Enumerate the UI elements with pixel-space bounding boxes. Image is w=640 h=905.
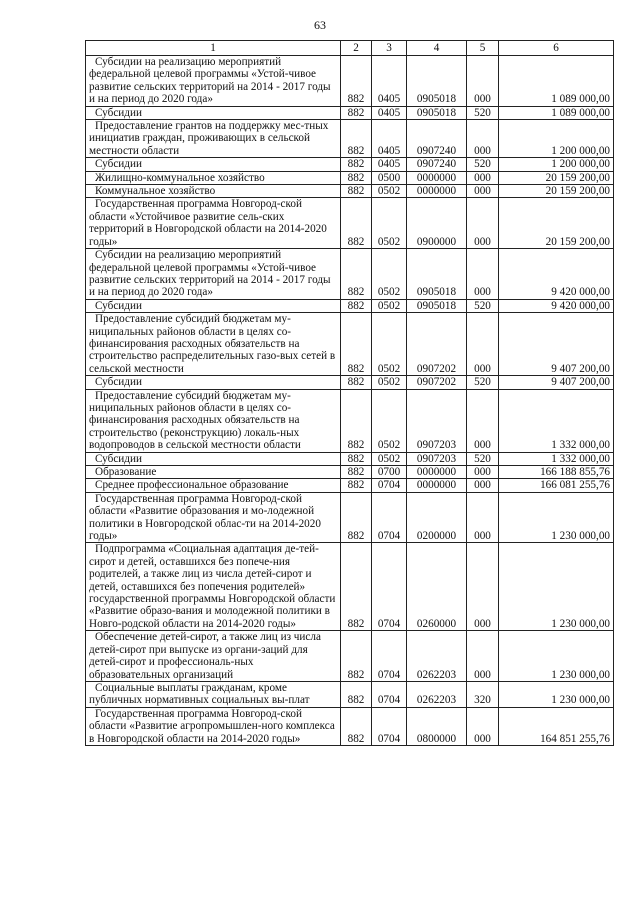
table-row xyxy=(86,299,614,312)
row-ministry-code: 882 xyxy=(341,631,372,682)
row-target-code: 0262203 xyxy=(407,681,467,707)
row-amount: 1 332 000,00 xyxy=(499,389,614,452)
row-target-code: 0907202 xyxy=(407,376,467,389)
table-row xyxy=(86,158,614,171)
row-section-code: 0405 xyxy=(372,56,407,107)
row-name: Государственная программа Новгород-ской области «Развитие агропромышлен-ного комплекса в Новгородской области на 2014-2020 годы» xyxy=(86,707,341,745)
row-amount: 20 159 200,00 xyxy=(499,171,614,184)
row-expense-type: 000 xyxy=(467,543,499,631)
row-expense-type: 000 xyxy=(467,313,499,376)
row-expense-type: 000 xyxy=(467,171,499,184)
row-expense-type: 000 xyxy=(467,249,499,300)
row-section-code: 0704 xyxy=(372,631,407,682)
row-name: Субсидии на реализацию мероприятий федеральной целевой программы «Устой-чивое развитие сельских территорий на 2014 - 2017 годы и на период до 2020 года» xyxy=(86,249,341,300)
row-name: Жилищно-коммунальное хозяйство xyxy=(86,171,341,184)
row-amount: 166 188 855,76 xyxy=(499,466,614,479)
row-section-code: 0704 xyxy=(372,707,407,745)
row-amount: 20 159 200,00 xyxy=(499,185,614,198)
row-target-code: 0907203 xyxy=(407,389,467,452)
row-target-code: 0907240 xyxy=(407,158,467,171)
row-target-code: 0260000 xyxy=(407,543,467,631)
row-ministry-code: 882 xyxy=(341,452,372,465)
row-section-code: 0704 xyxy=(372,543,407,631)
row-target-code: 0900000 xyxy=(407,198,467,249)
row-name: Коммунальное хозяйство xyxy=(86,185,341,198)
row-target-code: 0000000 xyxy=(407,171,467,184)
budget-table xyxy=(85,40,614,746)
table-row xyxy=(86,313,614,376)
row-name: Субсидии xyxy=(86,452,341,465)
row-amount: 1 230 000,00 xyxy=(499,543,614,631)
table-row xyxy=(86,631,614,682)
row-amount: 1 200 000,00 xyxy=(499,120,614,158)
row-ministry-code: 882 xyxy=(341,681,372,707)
header-cell: 6 xyxy=(499,41,614,56)
row-section-code: 0502 xyxy=(372,185,407,198)
table-row xyxy=(86,707,614,745)
row-ministry-code: 882 xyxy=(341,198,372,249)
row-ministry-code: 882 xyxy=(341,120,372,158)
row-target-code: 0905018 xyxy=(407,106,467,119)
row-amount: 9 407 200,00 xyxy=(499,376,614,389)
row-ministry-code: 882 xyxy=(341,106,372,119)
row-section-code: 0704 xyxy=(372,681,407,707)
row-name: Субсидии xyxy=(86,158,341,171)
row-ministry-code: 882 xyxy=(341,707,372,745)
row-name: Субсидии xyxy=(86,106,341,119)
page-number: 63 xyxy=(314,18,326,32)
row-target-code: 0905018 xyxy=(407,299,467,312)
table-row xyxy=(86,492,614,543)
row-name: Обеспечение детей-сирот, а также лиц из числа детей-сирот при выпуске из органи-заций для детей-сирот и профессиональ-ных образовательных организаций xyxy=(86,631,341,682)
header-cell: 2 xyxy=(341,41,372,56)
row-name: Предоставление субсидий бюджетам му-ниципальных районов области в целях со-финансирования расходных обязательств на строительство (реконструкцию) локаль-ных водопроводов в сельской местности области xyxy=(86,389,341,452)
row-name: Среднее профессиональное образование xyxy=(86,479,341,492)
table-row xyxy=(86,120,614,158)
row-name: Субсидии на реализацию мероприятий федеральной целевой программы «Устой-чивое развитие сельских территорий на 2014 - 2017 годы и на период до 2020 года» xyxy=(86,56,341,107)
row-expense-type: 520 xyxy=(467,299,499,312)
row-name: Социальные выплаты гражданам, кроме публичных нормативных социальных вы-плат xyxy=(86,681,341,707)
row-section-code: 0704 xyxy=(372,479,407,492)
row-amount: 1 230 000,00 xyxy=(499,631,614,682)
row-section-code: 0502 xyxy=(372,452,407,465)
row-section-code: 0502 xyxy=(372,376,407,389)
table-row xyxy=(86,479,614,492)
table-row xyxy=(86,56,614,107)
table-row xyxy=(86,389,614,452)
header-cell: 3 xyxy=(372,41,407,56)
table-row xyxy=(86,376,614,389)
row-target-code: 0000000 xyxy=(407,479,467,492)
row-section-code: 0704 xyxy=(372,492,407,543)
row-target-code: 0905018 xyxy=(407,56,467,107)
row-name: Предоставление грантов на поддержку мес-тных инициатив граждан, проживающих в сельской местности области xyxy=(86,120,341,158)
row-ministry-code: 882 xyxy=(341,56,372,107)
row-ministry-code: 882 xyxy=(341,543,372,631)
row-target-code: 0000000 xyxy=(407,185,467,198)
row-expense-type: 520 xyxy=(467,452,499,465)
row-section-code: 0500 xyxy=(372,171,407,184)
row-ministry-code: 882 xyxy=(341,299,372,312)
row-amount: 20 159 200,00 xyxy=(499,198,614,249)
row-target-code: 0907240 xyxy=(407,120,467,158)
row-amount: 1 089 000,00 xyxy=(499,56,614,107)
row-target-code: 0200000 xyxy=(407,492,467,543)
row-ministry-code: 882 xyxy=(341,479,372,492)
row-expense-type: 000 xyxy=(467,120,499,158)
row-amount: 1 089 000,00 xyxy=(499,106,614,119)
row-expense-type: 000 xyxy=(467,466,499,479)
header-cell: 4 xyxy=(407,41,467,56)
row-section-code: 0502 xyxy=(372,313,407,376)
row-amount: 166 081 255,76 xyxy=(499,479,614,492)
row-ministry-code: 882 xyxy=(341,313,372,376)
row-name: Образование xyxy=(86,466,341,479)
row-target-code: 0905018 xyxy=(407,249,467,300)
row-amount: 9 407 200,00 xyxy=(499,313,614,376)
row-expense-type: 000 xyxy=(467,198,499,249)
table-row xyxy=(86,185,614,198)
row-amount: 1 230 000,00 xyxy=(499,681,614,707)
row-name: Предоставление субсидий бюджетам му-ниципальных районов области в целях со-финансирования расходных обязательств на строительство распределительных газо-вых сетей в сельской местности xyxy=(86,313,341,376)
row-ministry-code: 882 xyxy=(341,185,372,198)
row-name: Субсидии xyxy=(86,376,341,389)
row-ministry-code: 882 xyxy=(341,158,372,171)
row-section-code: 0502 xyxy=(372,249,407,300)
row-section-code: 0700 xyxy=(372,466,407,479)
row-ministry-code: 882 xyxy=(341,389,372,452)
row-expense-type: 000 xyxy=(467,492,499,543)
row-ministry-code: 882 xyxy=(341,492,372,543)
row-section-code: 0405 xyxy=(372,158,407,171)
table-row xyxy=(86,249,614,300)
row-target-code: 0907202 xyxy=(407,313,467,376)
row-target-code: 0800000 xyxy=(407,707,467,745)
row-section-code: 0405 xyxy=(372,120,407,158)
table-row xyxy=(86,106,614,119)
row-expense-type: 000 xyxy=(467,707,499,745)
row-expense-type: 520 xyxy=(467,158,499,171)
row-expense-type: 000 xyxy=(467,479,499,492)
row-name: Государственная программа Новгород-ской области «Развитие образования и мо-лодежной политики в Новгородской облас-ти на 2014-2020 годы» xyxy=(86,492,341,543)
row-ministry-code: 882 xyxy=(341,249,372,300)
row-expense-type: 000 xyxy=(467,56,499,107)
header-row xyxy=(86,41,614,56)
row-expense-type: 000 xyxy=(467,631,499,682)
table-row xyxy=(86,452,614,465)
row-expense-type: 520 xyxy=(467,106,499,119)
row-expense-type: 520 xyxy=(467,376,499,389)
row-section-code: 0502 xyxy=(372,389,407,452)
row-name: Субсидии xyxy=(86,299,341,312)
row-amount: 1 200 000,00 xyxy=(499,158,614,171)
header-cell: 1 xyxy=(86,41,341,56)
row-target-code: 0000000 xyxy=(407,466,467,479)
table-row xyxy=(86,543,614,631)
row-target-code: 0907203 xyxy=(407,452,467,465)
table-row xyxy=(86,681,614,707)
row-expense-type: 320 xyxy=(467,681,499,707)
row-name: Подпрограмма «Социальная адаптация де-тей-сирот и детей, оставшихся без попече-ния родителей, а также лиц из числа детей-сирот и детей, оставшихся без попечения родителей» государственной программы Новгородской области «Развитие образо-вания и молодежной политики в Новго-родской области на 2014-2020 годы» xyxy=(86,543,341,631)
row-name: Государственная программа Новгород-ской области «Устойчивое развитие сель-ских территорий в Новгородской области на 2014-2020 годы» xyxy=(86,198,341,249)
row-ministry-code: 882 xyxy=(341,171,372,184)
row-section-code: 0405 xyxy=(372,106,407,119)
row-amount: 1 230 000,00 xyxy=(499,492,614,543)
header-cell: 5 xyxy=(467,41,499,56)
row-expense-type: 000 xyxy=(467,185,499,198)
row-section-code: 0502 xyxy=(372,198,407,249)
row-expense-type: 000 xyxy=(467,389,499,452)
row-amount: 9 420 000,00 xyxy=(499,299,614,312)
row-target-code: 0262203 xyxy=(407,631,467,682)
table-row xyxy=(86,171,614,184)
row-ministry-code: 882 xyxy=(341,466,372,479)
row-amount: 9 420 000,00 xyxy=(499,249,614,300)
row-section-code: 0502 xyxy=(372,299,407,312)
table-row xyxy=(86,198,614,249)
row-ministry-code: 882 xyxy=(341,376,372,389)
table-row xyxy=(86,466,614,479)
row-amount: 1 332 000,00 xyxy=(499,452,614,465)
row-amount: 164 851 255,76 xyxy=(499,707,614,745)
